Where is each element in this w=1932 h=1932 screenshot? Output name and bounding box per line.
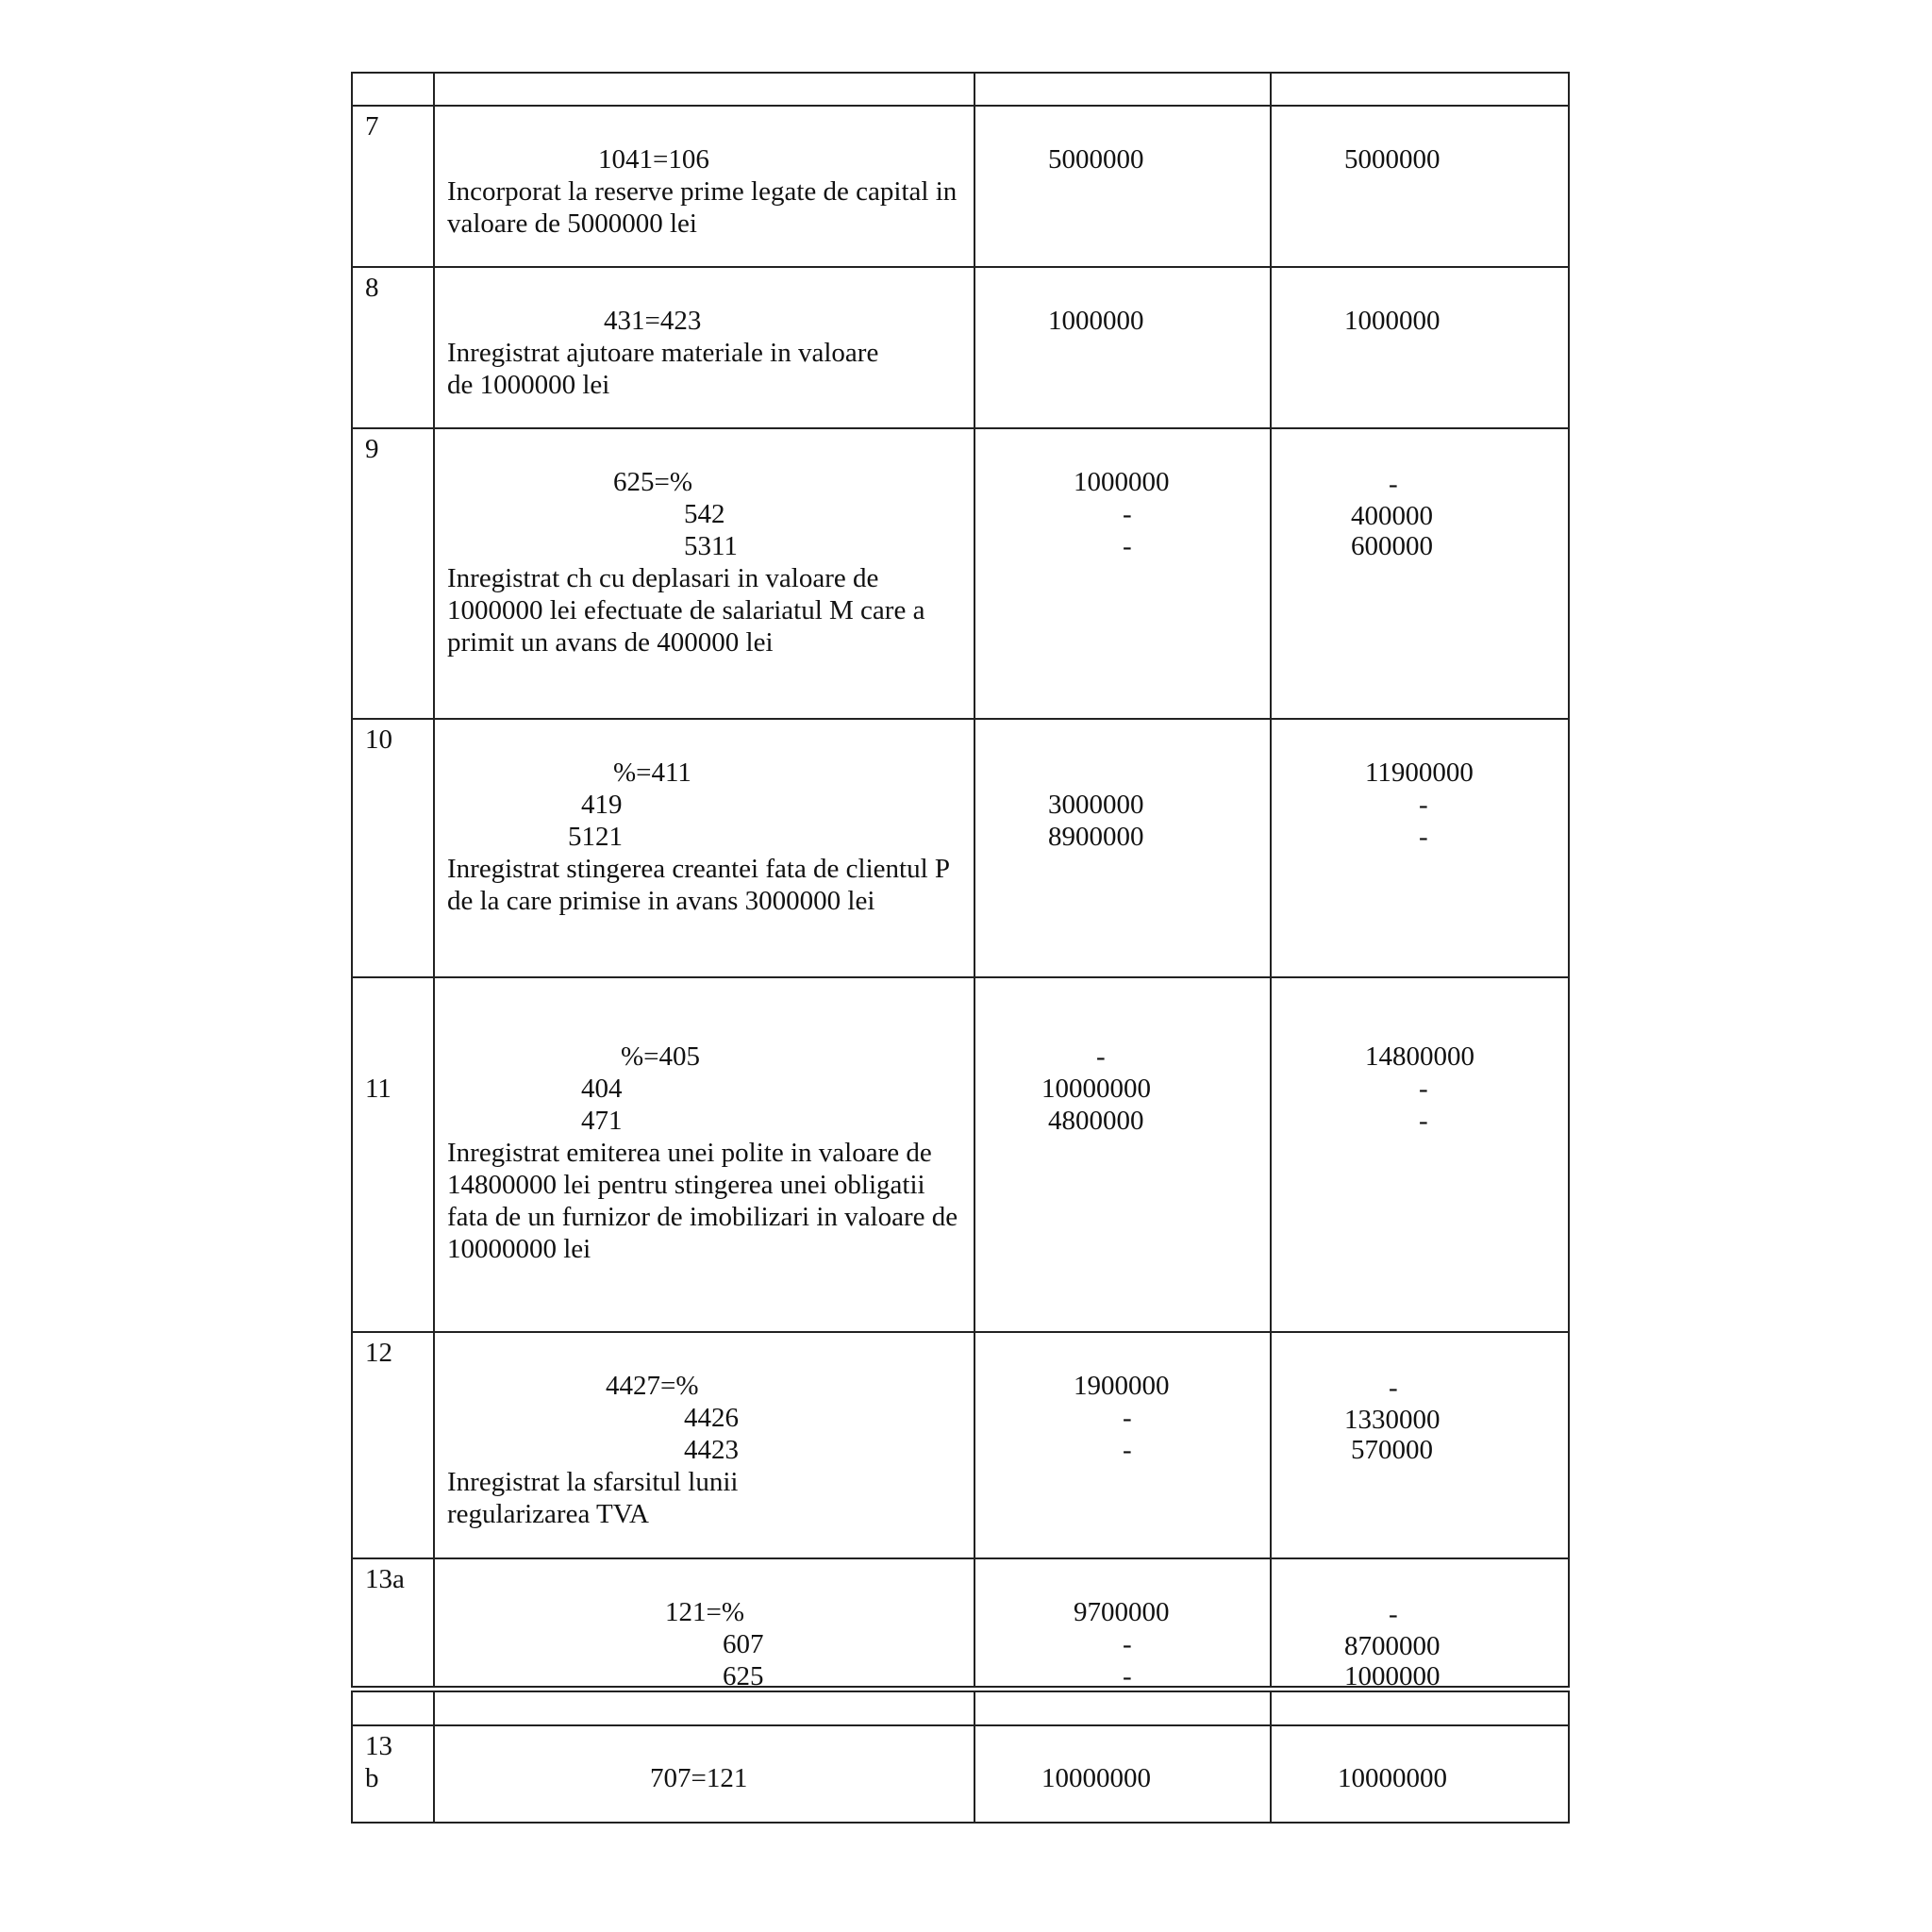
debit-cell [975,268,1272,427]
credit-amount: 400000 [1351,501,1433,531]
account-line: 404 [581,1074,623,1104]
credit-amount: 8700000 [1344,1631,1441,1661]
entry-detail-cell [435,429,975,718]
entry-number-cell [353,107,435,266]
debit-amount: - [1123,1661,1132,1691]
entry-number: 12 [365,1338,392,1368]
debit-amount: - [1096,1041,1106,1072]
account-line: 5121 [568,822,623,852]
debit-amount: 1000000 [1074,467,1170,497]
table-row [353,978,1568,1333]
credit-amount: 600000 [1351,531,1433,561]
debit-amount: 10000000 [1041,1763,1151,1793]
credit-cell [1272,1559,1568,1691]
debit-amount: 3000000 [1048,790,1144,820]
entry-detail-cell [435,1559,975,1691]
debit-amount: - [1123,1403,1132,1433]
account-formula: 121=% [665,1597,745,1627]
debit-cell [975,1726,1272,1822]
debit-amount: - [1123,1435,1132,1465]
credit-cell [1272,107,1568,266]
table-row [353,429,1568,720]
credit-amount: 10000000 [1338,1763,1447,1793]
account-line: 4426 [684,1403,739,1433]
journal-table [351,72,1570,1691]
credit-amount: 5000000 [1344,144,1441,175]
table-row [353,720,1568,978]
debit-amount: - [1123,531,1132,561]
debit-cell [975,107,1272,266]
entry-number-cell [353,1559,435,1688]
credit-amount: - [1419,1074,1428,1104]
table-header-row [353,1692,1568,1726]
entry-number: 11 [365,1074,391,1104]
debit-amount: 1900000 [1074,1371,1170,1401]
entry-detail-cell [435,978,975,1331]
credit-cell [1272,978,1568,1331]
debit-cell [975,720,1272,976]
credit-amount: - [1389,1599,1398,1629]
debit-amount: - [1123,1629,1132,1659]
account-formula: 707=121 [650,1763,748,1793]
debit-amount: 10000000 [1041,1074,1151,1104]
entry-detail-cell [435,720,975,976]
entry-number-cell [353,1726,435,1822]
header-cell [1272,1692,1568,1724]
credit-cell [1272,268,1568,427]
entry-detail-cell [435,1726,975,1822]
debit-amount: - [1123,499,1132,529]
account-line: 607 [723,1629,764,1659]
entry-number: 13 b [365,1731,392,1793]
header-cell [353,1692,435,1724]
credit-cell [1272,1726,1568,1822]
credit-cell [1272,1333,1568,1557]
credit-cell [1272,429,1568,718]
entry-number-cell [353,268,435,427]
entry-detail-cell [435,107,975,266]
entry-number-cell [353,720,435,976]
credit-amount: 570000 [1351,1435,1433,1465]
debit-amount: 4800000 [1048,1106,1144,1136]
account-line: 4423 [684,1435,739,1465]
account-formula: 4427=% [606,1371,699,1401]
credit-amount: - [1389,469,1398,499]
journal-table-continued [351,1690,1570,1824]
credit-amount: - [1419,1106,1428,1136]
debit-cell [975,978,1272,1331]
header-cell [435,1692,975,1724]
entry-detail-cell [435,1333,975,1557]
account-line: 625 [723,1661,764,1691]
account-formula: 431=423 [604,306,702,336]
credit-amount: 1000000 [1344,306,1441,336]
account-line: 542 [684,499,725,529]
entry-number: 8 [365,273,379,303]
credit-amount: 14800000 [1365,1041,1474,1072]
credit-cell [1272,720,1568,976]
account-line: 5311 [684,531,738,561]
header-cell [435,74,975,105]
account-formula: 1041=106 [598,144,709,175]
table-row [353,107,1568,268]
entry-number-cell [353,429,435,718]
debit-amount: 5000000 [1048,144,1144,175]
debit-cell [975,1559,1272,1691]
entry-number: 13a [365,1564,405,1594]
entry-description: Inregistrat emiterea unei polite in valoare de 14800000 lei pentru stingerea unei obligatii fata de un furnizor de imobilizari in valoare de 10000000 lei [447,1138,958,1264]
debit-amount: 8900000 [1048,822,1144,852]
table-row [353,1559,1568,1691]
account-formula: %=405 [621,1041,701,1072]
debit-amount: 9700000 [1074,1597,1170,1627]
entry-number-cell [353,978,435,1331]
account-line: 419 [581,790,623,820]
table-row [353,268,1568,429]
credit-amount: 1000000 [1344,1661,1441,1691]
credit-amount: 1330000 [1344,1405,1441,1435]
entry-description: Inregistrat ajutoare materiale in valoare de 1000000 lei [447,338,879,400]
entry-description: Inregistrat ch cu deplasari in valoare de 1000000 lei efectuate de salariatul M care a primit un avans de 400000 lei [447,563,925,658]
table-row [353,1333,1568,1559]
header-cell [353,74,435,105]
entry-number: 7 [365,111,379,142]
entry-number-cell [353,1333,435,1557]
table-row [353,1726,1568,1822]
account-line: 471 [581,1106,623,1136]
entry-description: Inregistrat la sfarsitul lunii regularizarea TVA [447,1467,739,1529]
entry-description: Incorporat la reserve prime legate de capital in valoare de 5000000 lei [447,176,958,239]
table-header-row [353,74,1568,107]
credit-amount: - [1389,1373,1398,1403]
credit-amount: 11900000 [1365,758,1474,788]
debit-cell [975,429,1272,718]
credit-amount: - [1419,790,1428,820]
entry-detail-cell [435,268,975,427]
entry-number: 9 [365,434,379,464]
entry-description: Inregistrat stingerea creantei fata de clientul P de la care primise in avans 3000000 lei [447,854,949,916]
debit-amount: 1000000 [1048,306,1144,336]
credit-amount: - [1419,822,1428,852]
account-formula: %=411 [613,758,691,788]
debit-cell [975,1333,1272,1557]
entry-number: 10 [365,724,392,755]
header-cell [975,1692,1272,1724]
header-cell [1272,74,1568,105]
header-cell [975,74,1272,105]
account-formula: 625=% [613,467,693,497]
